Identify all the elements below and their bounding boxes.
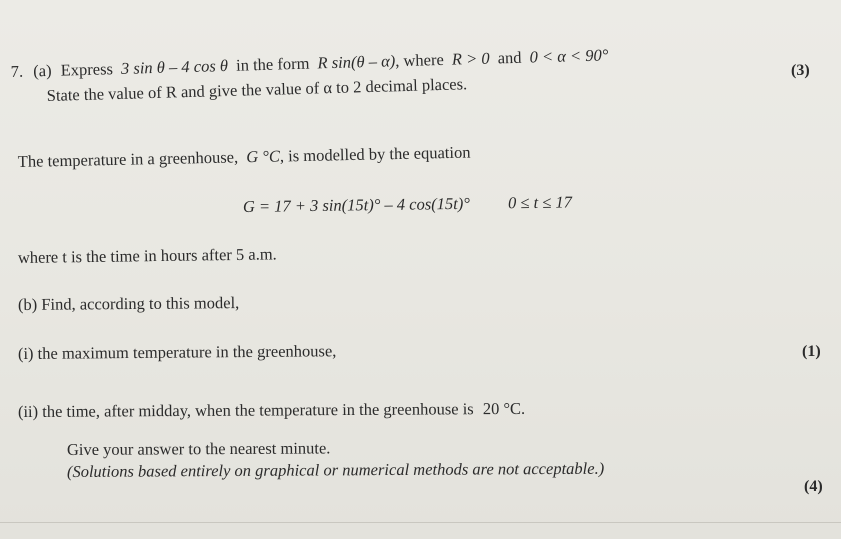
context-line-2: where t is the time in hours after 5 a.m. [17, 244, 277, 267]
part-b-ii-line-2: Give your answer to the nearest minute. [66, 438, 331, 459]
part-a-condition-alpha: 0 < α < 90° [529, 45, 609, 67]
part-a-line-2: State the value of R and give the value of α to 2 decimal places. [46, 74, 468, 105]
part-b-ii-line-1 [17, 398, 526, 421]
part-a-form: R sin(θ – α) [317, 51, 396, 73]
part-a-expression: 3 sin θ – 4 cos θ [120, 55, 229, 78]
question-number: 7. [10, 61, 24, 81]
context-text: The temperature in a greenhouse, [17, 147, 239, 171]
part-a-text-in-the-form: in the form [235, 53, 310, 75]
part-b-i: (i) the maximum temperature in the greenhouse, [17, 341, 337, 363]
page-divider-line [0, 522, 841, 523]
equation: G = 17 + 3 sin(15t)° – 4 cos(15t)° [242, 193, 471, 216]
part-b-ii-text: (ii) the time, after midday, when the temperature in the greenhouse is [17, 399, 474, 421]
part-b-ii-marks: (4) [804, 478, 823, 495]
part-a-text-and: and [497, 47, 522, 68]
part-b-i-marks: (1) [802, 343, 821, 360]
part-a-label: (a) [32, 60, 52, 81]
part-a-text-express: Express [60, 59, 114, 80]
model-equation [243, 194, 572, 215]
part-b-ii-temperature: 20 °C. [482, 398, 526, 419]
question-number-line [11, 47, 609, 80]
part-b-ii-line-3: (Solutions based entirely on graphical or numerical methods are not acceptable.) [66, 458, 605, 481]
part-a-text-where: , where [394, 49, 445, 71]
equation-domain: 0 ≤ t ≤ 17 [507, 192, 573, 213]
part-a-condition-r: R > 0 [451, 48, 490, 69]
context-text-end: , is modelled by the equation [279, 142, 471, 166]
context-line-1 [17, 142, 471, 171]
context-variable: G °C [246, 146, 281, 167]
part-b-intro: (b) Find, according to this model, [17, 293, 240, 314]
part-a-marks: (3) [791, 62, 810, 79]
